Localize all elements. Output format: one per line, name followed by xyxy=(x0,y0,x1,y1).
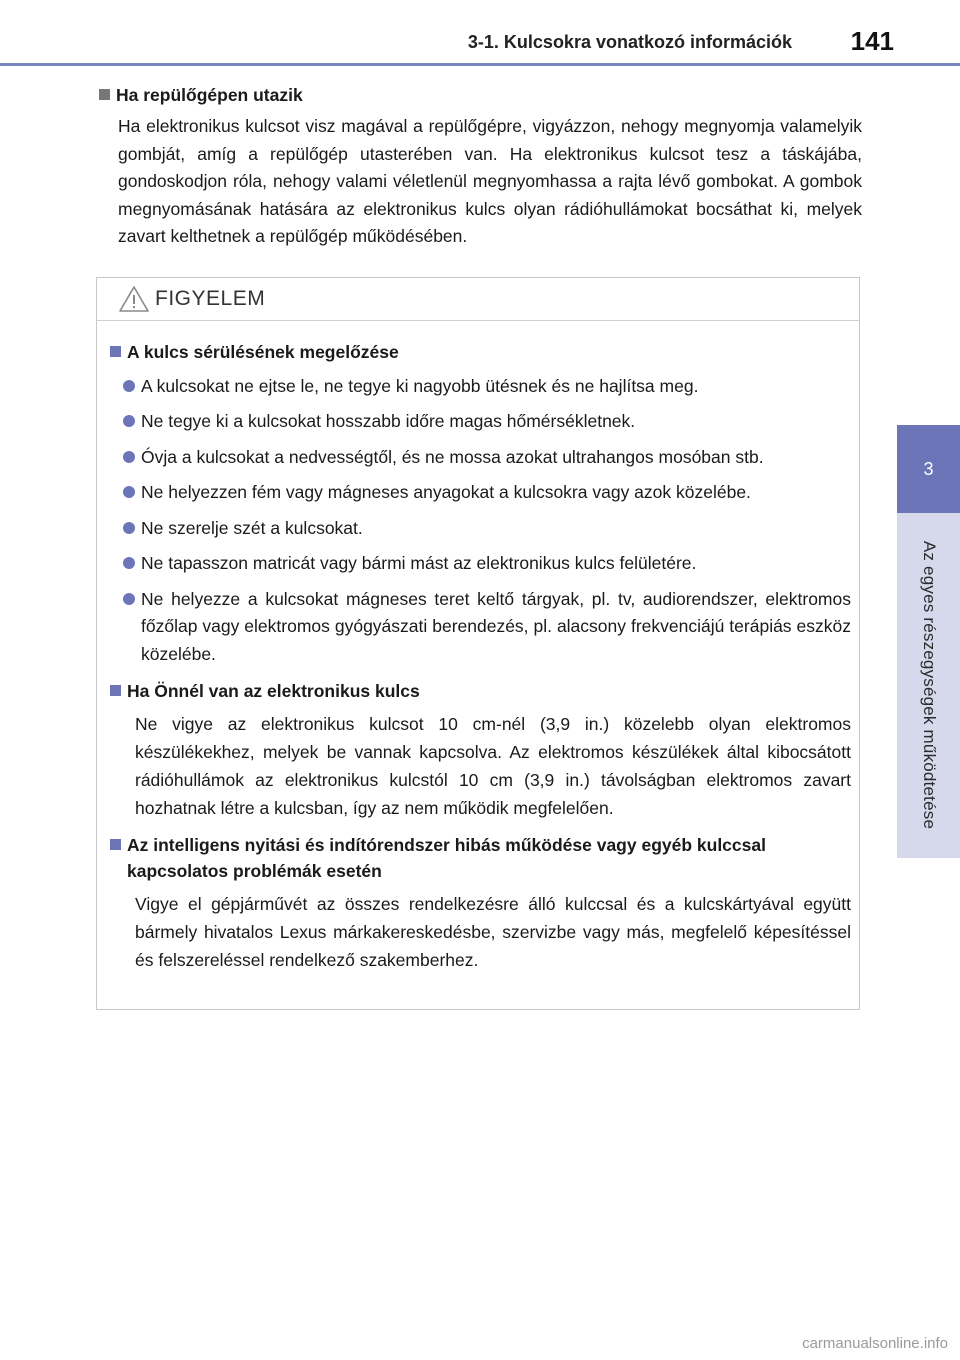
warning-section-heading xyxy=(107,678,851,704)
warning-section-heading xyxy=(107,339,851,365)
list-item-text: A kulcsokat ne ejtse le, ne tegye ki nagyobb ütésnek és ne hajlítsa meg. xyxy=(141,375,699,396)
bullet-dot-icon xyxy=(123,380,135,392)
square-bullet-icon xyxy=(110,346,121,357)
list-item-text: Ne helyezzen fém vagy mágneses anyagokat a kulcsokra vagy azok közelébe. xyxy=(141,482,751,502)
bullet-dot-icon xyxy=(123,522,135,534)
footer-watermark: carmanualsonline.info xyxy=(802,1335,948,1352)
list-item xyxy=(123,444,851,472)
list-item-text: Ne helyezze a kulcsokat mágneses teret keltő tárgyak, pl. tv, audiorendszer, elektromos főzőlap vagy elektromos gyógyászati berendezés, pl. alacsony frekvenciájú terápiás eszköz közelébe. xyxy=(141,588,851,664)
square-bullet-icon xyxy=(110,839,121,850)
bullet-dot-icon xyxy=(123,593,135,605)
list-item xyxy=(123,373,851,401)
section-paragraph: Ha elektronikus kulcsot visz magával a repülőgépre, vigyázzon, nehogy megnyomja valamelyik gombját, amíg a repülőgép utasterében van. Ha elektronikus kulcsot tesz a táskájába, gondoskodjon róla, nehogy valami véletlenül megnyomhassa a rajta lévő gombokat. A gombok megnyomásának hatására az elektronikus kulcs olyan rádióhullámokat bocsáthat ki, melyek zavart kelthetnek a repülőgép működésében. xyxy=(118,116,862,246)
warning-section xyxy=(107,832,851,974)
page-content xyxy=(96,82,862,1010)
warning-section xyxy=(107,339,851,669)
warning-title: FIGYELEM xyxy=(155,286,266,310)
warning-section-heading-text: Ha Önnél van az elektronikus kulcs xyxy=(127,681,420,701)
list-item-text: Ne tapasszon matricát vagy bármi mást az elektronikus kulcs felületére. xyxy=(141,553,697,573)
section-heading xyxy=(96,82,862,108)
chapter-tab xyxy=(897,425,960,513)
section-heading-text: Ha repülőgépen utazik xyxy=(116,85,303,105)
warning-box xyxy=(96,277,860,1010)
chapter-tab-number: 3 xyxy=(923,458,934,479)
bullet-dot-icon xyxy=(123,415,135,427)
warning-section-heading-text: Az intelligens nyitási és indítórendszer hibás működése vagy egyéb kulccsal kapcsolatos problémák esetén xyxy=(127,835,766,881)
warning-section-heading xyxy=(107,832,851,884)
square-bullet-icon xyxy=(110,685,121,696)
square-bullet-icon xyxy=(99,89,110,100)
list-item-text: Óvja a kulcsokat a nedvességtől, és ne mossa azokat ultrahangos mosóban stb. xyxy=(141,446,764,467)
warning-header xyxy=(97,278,859,321)
list-item-text: Ne tegye ki a kulcsokat hosszabb időre magas hőmérsékletnek. xyxy=(141,411,636,431)
list-item xyxy=(123,515,851,543)
warning-triangle-icon xyxy=(117,284,151,314)
list-item xyxy=(123,479,851,507)
list-item xyxy=(123,586,851,669)
list-item-text: Ne szerelje szét a kulcsokat. xyxy=(141,517,363,538)
list-item xyxy=(123,408,851,436)
chapter-title: 3-1. Kulcsokra vonatkozó információk xyxy=(467,32,792,52)
warning-body xyxy=(97,321,859,975)
bullet-dot-icon xyxy=(123,486,135,498)
bullet-dot-icon xyxy=(123,557,135,569)
page-header xyxy=(0,0,960,66)
header-rule xyxy=(0,63,960,66)
warning-section xyxy=(107,678,851,822)
warning-section-heading-text: A kulcs sérülésének megelőzése xyxy=(127,341,399,362)
warning-section-paragraph: Vigye el gépjárművét az összes rendelkezésre álló kulccsal és a kulcskártyával együtt bármely hivatalos Lexus márkakereskedésbe, szervizbe vagy más, megfelelő képesítéssel és felszereléssel rendelkező szakemberhez. xyxy=(135,894,851,970)
warning-section-paragraph: Ne vigye az elektronikus kulcsot 10 cm-nél (3,9 in.) közelebb olyan elektromos készülékekhez, melyek be vannak kapcsolva. Az elektromos készülékek által kibocsátott rádióhullámok az elektronikus kulcstól 10 cm (3,9 in.) távolságban elektromos zavart hozhatnak létre a kulcsban, így az nem működik megfelelően. xyxy=(135,714,851,818)
bullet-dot-icon xyxy=(123,451,135,463)
page-number: 141 xyxy=(850,26,894,56)
chapter-tab-label: Az egyes részegységek működtetése xyxy=(920,540,939,830)
list-item xyxy=(123,550,851,578)
